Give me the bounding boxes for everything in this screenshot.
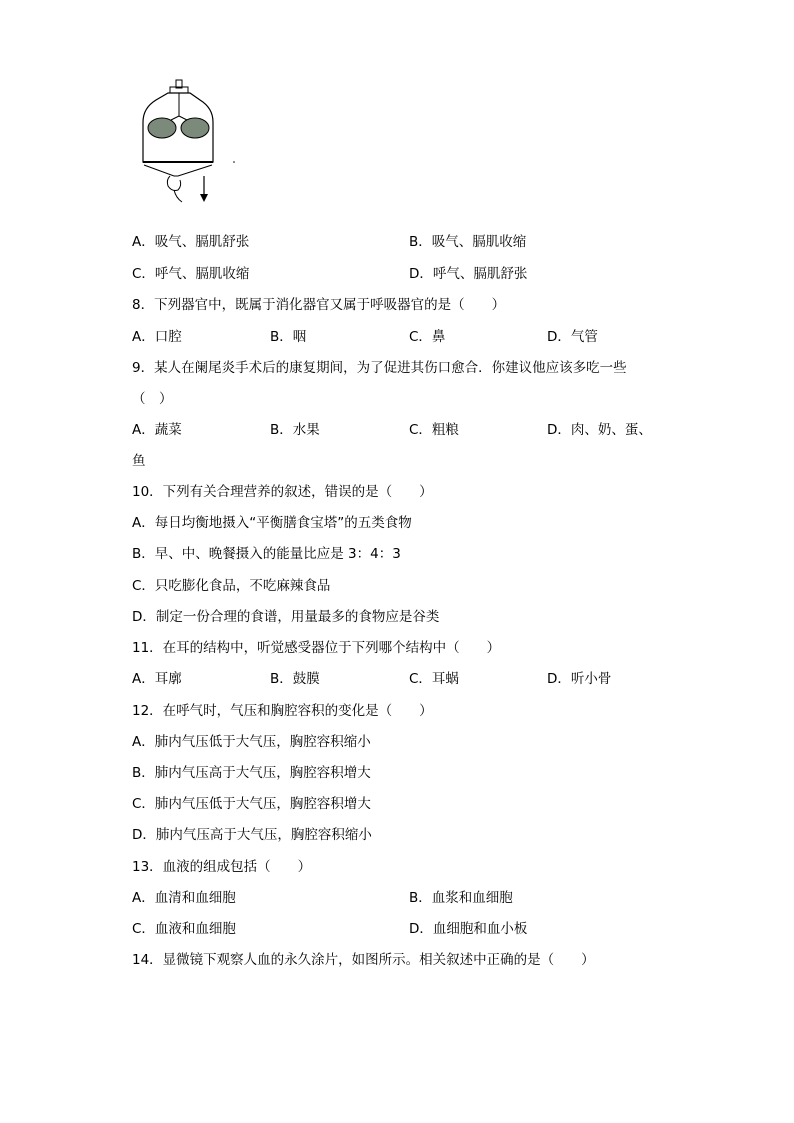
q13-option-c: C．血液和血细胞: [132, 921, 236, 937]
q7-option-d: D．呼气、膈肌舒张: [409, 266, 528, 282]
q12-stem: 12．在呼气时，气压和胸腔容积的变化是（ ）: [132, 703, 433, 719]
q10-stem: 10．下列有关合理营养的叙述，错误的是（ ）: [132, 484, 433, 500]
q10-option-d: D．制定一份合理的食谱，用量最多的食物应是谷类: [132, 609, 440, 625]
q9-stem-continued: （ ）: [132, 391, 173, 407]
q10-option-b: B．早、中、晚餐摄入的能量比应是 3：4：3: [132, 546, 401, 562]
q8-option-c: C．鼻: [409, 329, 446, 345]
q10-option-c: C．只吃膨化食品，不吃麻辣食品: [132, 578, 331, 594]
q8-option-a: A．口腔: [132, 329, 182, 345]
q8-stem: 8．下列器官中，既属于消化器官又属于呼吸器官的是（ ）: [132, 297, 506, 313]
q7-option-c: C．呼气、膈肌收缩: [132, 266, 250, 282]
q10-option-a: A．每日均衡地摄入“平衡膳食宝塔”的五类食物: [132, 515, 412, 531]
q13-option-a: A．血清和血细胞: [132, 890, 236, 906]
q11-option-c: C．耳蜗: [409, 671, 459, 687]
bell-jar-lung-model-figure: [138, 76, 248, 206]
q9-option-a: A．蔬菜: [132, 422, 182, 438]
q13-option-d: D．血细胞和血小板: [409, 921, 528, 937]
q12-option-d: D．肺内气压高于大气压，胸腔容积缩小: [132, 827, 372, 843]
q11-option-d: D．听小骨: [547, 671, 612, 687]
q9-option-d-continued: 鱼: [132, 453, 146, 469]
bell-jar-diagram: [138, 76, 248, 206]
q12-option-b: B．肺内气压高于大气压，胸腔容积增大: [132, 765, 371, 781]
q13-option-b: B．血浆和血细胞: [409, 890, 513, 906]
q9-option-d: D．肉、奶、蛋、: [547, 422, 652, 438]
q8-option-b: B．咽: [270, 329, 307, 345]
q11-option-a: A．耳廓: [132, 671, 182, 687]
q8-option-d: D．气管: [547, 329, 598, 345]
q9-stem: 9．某人在阑尾炎手术后的康复期间，为了促进其伤口愈合．你建议他应该多吃一些: [132, 360, 627, 376]
q7-option-a: A．吸气、膈肌舒张: [132, 234, 250, 250]
q9-option-b: B．水果: [270, 422, 320, 438]
q7-option-b: B．吸气、膈肌收缩: [409, 234, 527, 250]
q12-option-c: C．肺内气压低于大气压，胸腔容积增大: [132, 796, 371, 812]
q14-stem: 14．显微镜下观察人血的永久涂片，如图所示。相关叙述中正确的是（ ）: [132, 952, 595, 968]
q12-option-a: A．肺内气压低于大气压，胸腔容积缩小: [132, 734, 371, 750]
q11-option-b: B．鼓膜: [270, 671, 320, 687]
q11-stem: 11．在耳的结构中，听觉感受器位于下列哪个结构中（ ）: [132, 640, 501, 656]
q9-option-c: C．粗粮: [409, 422, 459, 438]
q13-stem: 13．血液的组成包括（ ）: [132, 859, 312, 875]
